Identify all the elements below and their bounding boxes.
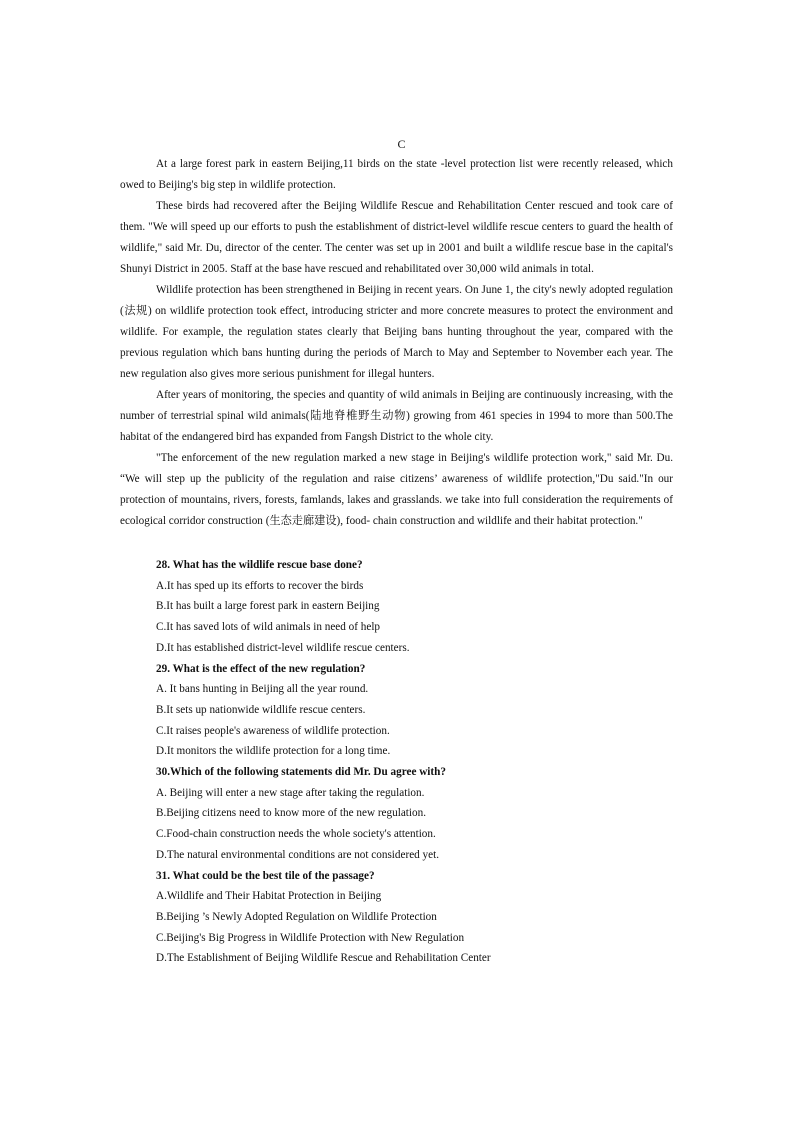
question-text: 30.Which of the following statements did Mr. Du agree with? (156, 766, 446, 779)
question-28 (120, 555, 673, 659)
question-text: 28. What has the wildlife rescue base done? (156, 559, 363, 571)
question-31 (120, 866, 673, 970)
option-d: D.It has established district-level wildlife rescue centers. (156, 641, 410, 654)
passage-paragraph-4: After years of monitoring, the species and quantity of wild animals in Beijing are continuously increasing, with the number of terrestrial spinal wild animals(陆地脊椎野生动物) growing from 461 species in 1994 to more than 500.The habitat of the endangered bird has expanded from Fangsh District to the whole city. (120, 389, 673, 443)
option-d: D.It monitors the wildlife protection for a long time. (156, 745, 391, 758)
option-d: D.The natural environmental conditions are not considered yet. (156, 848, 440, 861)
option-b: B.It has built a large forest park in eastern Beijing (156, 600, 380, 613)
question-list (120, 555, 673, 969)
option-b: B.Beijing ’s Newly Adopted Regulation on Wildlife Protection (156, 910, 437, 923)
question-29 (120, 659, 673, 763)
option-a: A.It has sped up its efforts to recover the birds (156, 579, 364, 592)
passage-paragraph-5: "The enforcement of the new regulation marked a new stage in Beijing's wildlife protection work," said Mr. Du. “We will step up the publicity of the regulation and raise citizens’ awareness of wildlife protection,"Du said."In our protection of mountains, rivers, forests, famlands, lakes and grasslands. we take into full consideration the requirements of ecological corridor construction (生态走廊建设), food- chain construction and wildlife and their habitat protection." (120, 452, 673, 527)
option-c: C.It has saved lots of wild animals in need of help (156, 621, 381, 634)
option-b: B.Beijing citizens need to know more of the new regulation. (156, 807, 426, 820)
option-c: C.It raises people's awareness of wildlife protection. (156, 724, 390, 737)
document-page (120, 136, 673, 969)
question-text: 31. What could be the best tile of the passage? (156, 869, 375, 882)
option-c: C.Beijing's Big Progress in Wildlife Protection with New Regulation (156, 931, 465, 944)
option-d: D.The Establishment of Beijing Wildlife Rescue and Rehabilitation Center (156, 952, 491, 965)
passage-paragraph-1: At a large forest park in eastern Beijing,11 birds on the state -level protection list were recently released, which owed to Beijing's big step in wildlife protection. (120, 158, 673, 191)
question-30 (120, 762, 673, 866)
question-text: 29. What is the effect of the new regulation? (156, 662, 366, 675)
option-a: A.Wildlife and Their Habitat Protection in Beijing (156, 890, 382, 903)
option-a: A. Beijing will enter a new stage after taking the regulation. (156, 786, 425, 799)
option-c: C.Food-chain construction needs the whole society's attention. (156, 828, 436, 841)
passage-heading: C (397, 137, 406, 151)
option-b: B.It sets up nationwide wildlife rescue centers. (156, 703, 366, 716)
passage-paragraph-2: These birds had recovered after the Beijing Wildlife Rescue and Rehabilitation Center rescued and took care of them. "We will speed up our efforts to push the establishment of district-level wildlife rescue centers to guard the health of wildlife," said Mr. Du, director of the center. The center was set up in 2001 and built a wildlife rescue base in the capital's Shunyi District in 2005. Staff at the base have rescued and rehabilitated over 30,000 wild animals in total. (120, 200, 673, 275)
option-a: A. It bans hunting in Beijing all the year round. (156, 683, 369, 696)
passage-paragraph-3: Wildlife protection has been strengthened in Beijing in recent years. On June 1, the city's newly adopted regulation (法规) on wildlife protection took effect, introducing stricter and more concrete measures to protect the environment and wildlife. For example, the regulation states clearly that Beijing bans hunting throughout the year, compared with the previous regulation which bans hunting during the periods of March to May and September to November each year. The new regulation also gives more serious punishment for illegal hunters. (120, 284, 673, 380)
